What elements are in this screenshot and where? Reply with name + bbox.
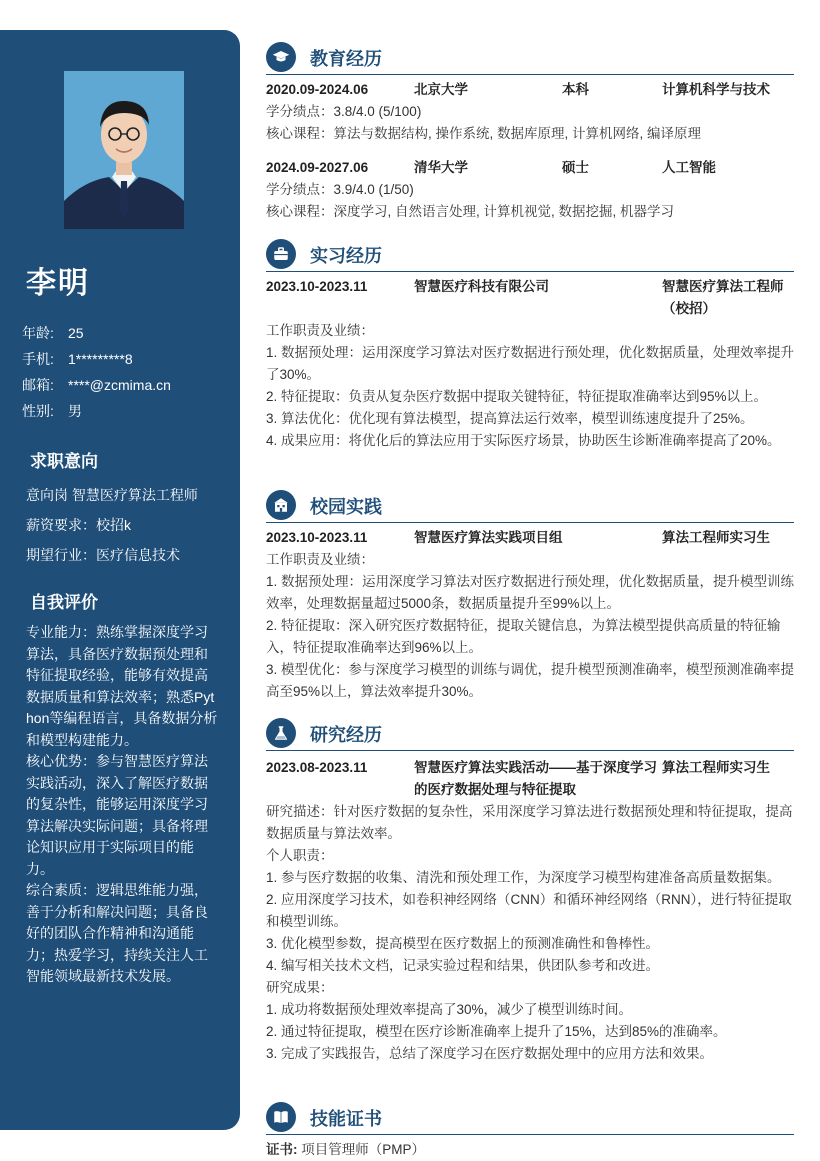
certificate-row bbox=[266, 1139, 796, 1161]
basic-info bbox=[22, 320, 171, 424]
self-eval-text bbox=[26, 622, 218, 988]
research-date: 2023.08-2023.11 bbox=[266, 760, 368, 775]
research-line: 3. 完成了实践报告，总结了深度学习在医疗数据处理中的应用方法和效果。 bbox=[266, 1046, 714, 1061]
education-courses: 核心课程：深度学习, 自然语言处理, 计算机视觉, 数据挖掘, 机器学习 bbox=[266, 204, 675, 219]
internship-line: 3. 算法优化：优化现有算法模型，提高算法运行效率，模型训练速度提升了25%。 bbox=[266, 411, 754, 426]
campus-date: 2023.10-2023.11 bbox=[266, 530, 368, 545]
campus-line: 工作职责及业绩： bbox=[266, 552, 374, 567]
certificate-label: 证书: bbox=[266, 1142, 298, 1157]
campus-section-header bbox=[266, 490, 794, 523]
education-school: 北京大学 bbox=[414, 82, 468, 97]
intent-position: 意向岗 智慧医疗算法工程师 bbox=[26, 487, 198, 503]
education-degree: 本科 bbox=[562, 82, 589, 97]
education-title: 教育经历 bbox=[310, 49, 382, 69]
research-role: 算法工程师实习生 bbox=[662, 760, 770, 775]
sidebar bbox=[0, 30, 240, 1130]
education-entry-header bbox=[266, 79, 796, 101]
education-gpa: 学分绩点：3.9/4.0 (1/50) bbox=[266, 182, 414, 197]
research-line: 研究描述：针对医疗数据的复杂性，采用深度学习算法进行数据预处理和特征提取，提高数据质量与算法效率。 bbox=[266, 804, 793, 841]
candidate-name: 李明 bbox=[26, 267, 90, 300]
research-line: 4. 编写相关技术文档，记录实验过程和结果，供团队参考和改进。 bbox=[266, 958, 660, 973]
education-school: 清华大学 bbox=[414, 160, 468, 175]
campus-line: 1. 数据预处理：运用深度学习算法对医疗数据进行预处理，优化数据质量，提升模型训练效率，处理数据量超过5000条，数据质量提升至99%以上。 bbox=[266, 574, 795, 611]
research-entry-header bbox=[266, 757, 796, 801]
research-line: 2. 应用深度学习技术，如卷积神经网络（CNN）和循环神经网络（RNN），进行特征提取和模型训练。 bbox=[266, 892, 792, 929]
education-degree: 硕士 bbox=[562, 160, 589, 175]
education-date: 2024.09-2027.06 bbox=[266, 160, 369, 175]
skills-section-header bbox=[266, 1102, 794, 1135]
research-section-header bbox=[266, 718, 794, 751]
campus-org: 智慧医疗算法实践项目组 bbox=[414, 530, 563, 545]
profile-photo bbox=[64, 71, 184, 229]
internship-line: 工作职责及业绩： bbox=[266, 323, 374, 338]
education-entry bbox=[266, 79, 796, 145]
research-title: 研究经历 bbox=[310, 725, 382, 745]
campus-line: 2. 特征提取：深入研究医疗数据特征，提取关键信息，为算法模型提供高质量的特征输入，特征提取准确率达到96%以上。 bbox=[266, 618, 781, 655]
self-eval-paragraph: 专业能力：熟练掌握深度学习算法，具备医疗数据预处理和特征提取经验，能够有效提高数据质量和算法效率；熟悉Python等编程语言，具备数据分析和模型构建能力。 bbox=[26, 624, 218, 748]
intent-list bbox=[26, 485, 198, 575]
intent-industry: 期望行业：医疗信息技术 bbox=[26, 547, 180, 563]
internship-company: 智慧医疗科技有限公司 bbox=[414, 279, 549, 294]
research-line: 个人职责： bbox=[266, 848, 334, 863]
internship-line: 2. 特征提取：负责从复杂医疗数据中提取关键特征，特征提取准确率达到95%以上。 bbox=[266, 389, 768, 404]
book-icon bbox=[266, 1102, 296, 1132]
education-date: 2020.09-2024.06 bbox=[266, 82, 369, 97]
self-eval-heading: 自我评价 bbox=[30, 593, 98, 612]
portrait-image bbox=[64, 71, 184, 229]
campus-line: 3. 模型优化：参与深度学习模型的训练与调优，提升模型预测准确率，模型预测准确率提高至95%以上，算法效率提升30%。 bbox=[266, 662, 795, 699]
info-gender: 性别: 男 bbox=[22, 403, 82, 419]
education-courses: 核心课程：算法与数据结构, 操作系统, 数据库原理, 计算机网络, 编译原理 bbox=[266, 126, 702, 141]
skills-title: 技能证书 bbox=[310, 1109, 382, 1129]
education-gpa: 学分绩点：3.8/4.0 (5/100) bbox=[266, 104, 422, 119]
certificate-value: 项目管理师（PMP） bbox=[301, 1142, 426, 1157]
self-eval-paragraph: 核心优势：参与智慧医疗算法实践活动，深入了解医疗数据的复杂性，能够运用深度学习算法解决实际问题；具备将理论知识应用于实际项目的能力。 bbox=[26, 753, 208, 877]
campus-entry bbox=[266, 527, 796, 703]
internship-line: 4. 成果应用：将优化后的算法应用于实际医疗场景，协助医生诊断准确率提高了20%。 bbox=[266, 433, 781, 448]
info-phone: 手机: 1*********8 bbox=[22, 351, 133, 367]
info-age: 年龄: 25 bbox=[22, 325, 84, 341]
internship-entry bbox=[266, 276, 796, 452]
self-eval-paragraph: 综合素质：逻辑思维能力强，善于分析和解决问题；具备良好的团队合作精神和沟通能力；热爱学习，持续关注人工智能领域最新技术发展。 bbox=[26, 882, 208, 984]
education-major: 计算机科学与技术 bbox=[662, 82, 770, 97]
education-entry-header bbox=[266, 157, 796, 179]
internship-entry-header bbox=[266, 276, 796, 320]
graduation-cap-icon bbox=[266, 42, 296, 72]
research-line: 1. 参与医疗数据的收集、清洗和预处理工作，为深度学习模型构建准备高质量数据集。 bbox=[266, 870, 781, 885]
internship-title: 实习经历 bbox=[310, 246, 382, 266]
research-line: 1. 成功将数据预处理效率提高了30%，减少了模型训练时间。 bbox=[266, 1002, 633, 1017]
info-email: 邮箱: ****@zcmima.cn bbox=[22, 377, 171, 393]
internship-date: 2023.10-2023.11 bbox=[266, 279, 368, 294]
education-entry bbox=[266, 157, 796, 223]
flask-icon bbox=[266, 718, 296, 748]
research-line: 研究成果： bbox=[266, 980, 334, 995]
research-line: 2. 通过特征提取，模型在医疗诊断准确率上提升了15%，达到85%的准确率。 bbox=[266, 1024, 727, 1039]
campus-title: 校园实践 bbox=[310, 497, 382, 517]
intent-salary: 薪资要求：校招k bbox=[26, 517, 131, 533]
internship-role: 智慧医疗算法工程师（校招） bbox=[662, 279, 784, 316]
research-project: 智慧医疗算法实践活动——基于深度学习的医疗数据处理与特征提取 bbox=[414, 760, 657, 797]
building-icon bbox=[266, 490, 296, 520]
intent-heading: 求职意向 bbox=[30, 452, 98, 471]
education-section-header bbox=[266, 42, 794, 75]
research-line: 3. 优化模型参数，提高模型在医疗数据上的预测准确性和鲁棒性。 bbox=[266, 936, 660, 951]
campus-role: 算法工程师实习生 bbox=[662, 530, 770, 545]
internship-section-header bbox=[266, 239, 794, 272]
briefcase-icon bbox=[266, 239, 296, 269]
campus-entry-header bbox=[266, 527, 796, 549]
internship-line: 1. 数据预处理：运用深度学习算法对医疗数据进行预处理，优化数据质量，处理效率提升了30%。 bbox=[266, 345, 795, 382]
education-major: 人工智能 bbox=[662, 160, 716, 175]
skills-entry bbox=[266, 1139, 796, 1161]
research-entry bbox=[266, 757, 796, 1065]
